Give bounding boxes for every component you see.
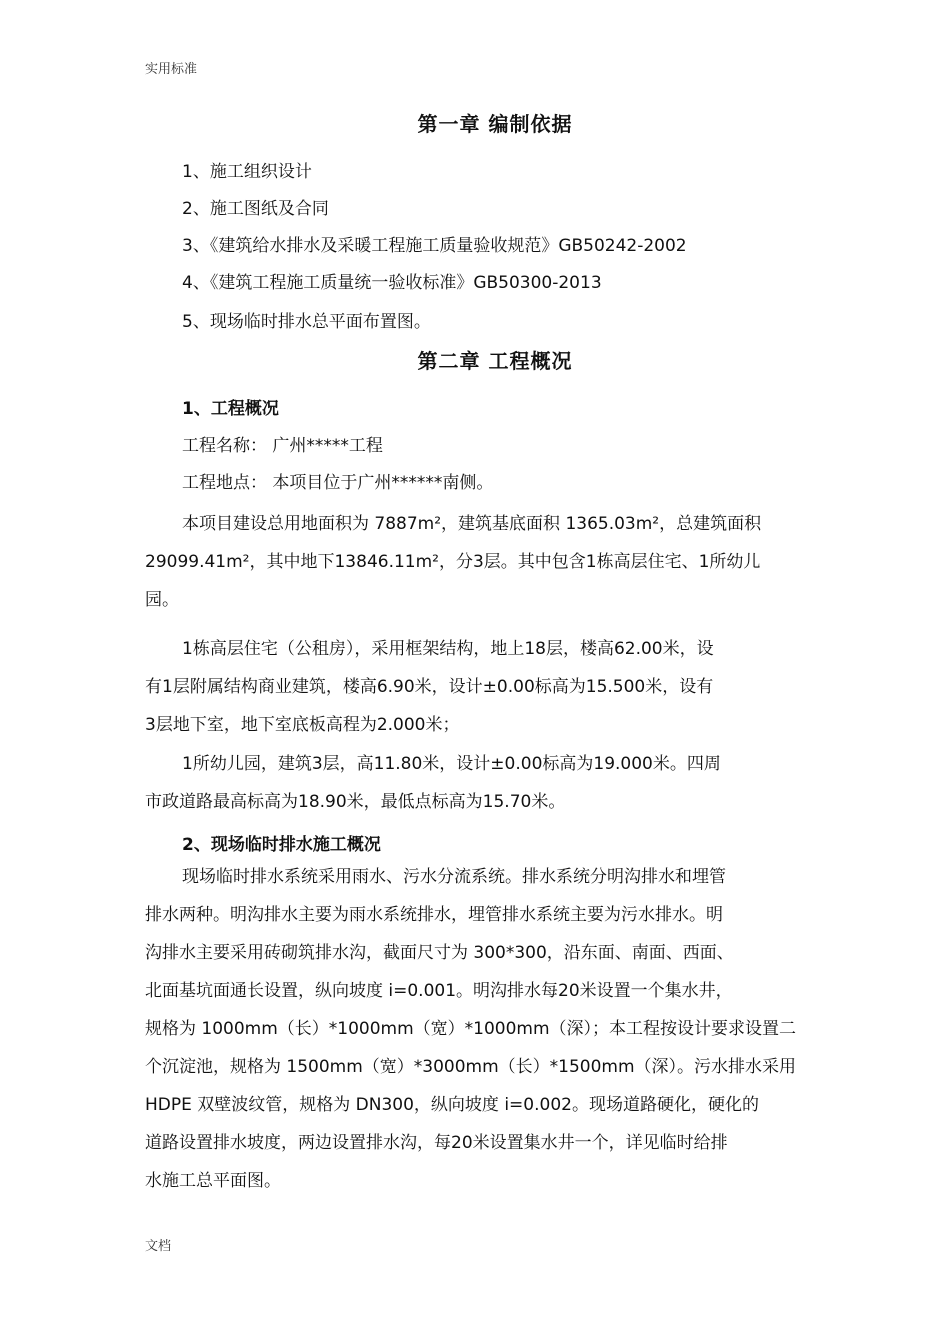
paragraph-line: 29099.41m²，其中地下13846.11m²，分3层。其中包含1栋高层住宅、1所幼儿 [145,552,761,572]
paragraph-line: 个沉淀池，规格为 1500mm（宽）*3000mm（长）*1500mm（深）。污水排水采用 [145,1057,797,1077]
paragraph-line: 1栋高层住宅（公租房），采用框架结构，地上18层，楼高62.00米，设 [182,639,714,659]
basis-item-3: 3、《建筑给水排水及采暖工程施工质量验收规范》GB50242-2002 [182,236,687,256]
paragraph-line: 园。 [145,590,179,610]
basis-item-1: 1、施工组织设计 [182,162,312,182]
overview-paragraph-1 [145,505,807,619]
project-location: 工程地点： 本项目位于广州******南侧。 [182,473,494,493]
paragraph-line: 道路设置排水坡度，两边设置排水沟，每20米设置集水井一个，详见临时给排 [145,1133,728,1153]
paragraph-line: 北面基坑面通长设置，纵向坡度 i=0.001。明沟排水每20米设置一个集水井， [145,981,733,1001]
paragraph-line: 市政道路最高标高为18.90米，最低点标高为15.70米。 [145,792,566,812]
project-name: 工程名称： 广州*****工程 [182,436,383,456]
page-header: 实用标准 [145,62,198,77]
overview-paragraph-2 [145,630,807,744]
basis-item-2: 2、施工图纸及合同 [182,199,329,219]
paragraph-line: 现场临时排水系统采用雨水、污水分流系统。排水系统分明沟排水和埋管 [182,867,726,887]
paragraph-line: 1所幼儿园，建筑3层，高11.80米，设计±0.00标高为19.000米。四周 [182,754,721,774]
paragraph-line: 规格为 1000mm（长）*1000mm（宽）*1000mm（深）；本工程按设计要求设置二 [145,1019,797,1039]
paragraph-line: 3层地下室，地下室底板高程为2.000米； [145,715,460,735]
paragraph-line: 沟排水主要采用砖砌筑排水沟，截面尺寸为 300*300，沿东面、南面、西面、 [145,943,734,963]
page-footer: 文档 [145,1239,172,1254]
paragraph-line: 有1层附属结构商业建筑，楼高6.90米，设计±0.00标高为15.500米，设有 [145,677,714,697]
basis-item-4: 4、《建筑工程施工质量统一验收标准》GB50300-2013 [182,273,602,293]
overview-paragraph-3 [145,745,807,821]
drainage-paragraph [145,858,807,1200]
paragraph-line: 排水两种。明沟排水主要为雨水系统排水，埋管排水系统主要为污水排水。明 [145,905,723,925]
paragraph-line: 水施工总平面图。 [145,1171,281,1191]
section2-heading: 2、现场临时排水施工概况 [182,835,381,855]
chapter2-title: 第二章 工程概况 [417,349,573,373]
paragraph-line: 本项目建设总用地面积为 7887m²，建筑基底面积 1365.03m²，总建筑面积 [182,514,762,534]
paragraph-line: HDPE 双壁波纹管，规格为 DN300，纵向坡度 i=0.002。现场道路硬化，硬化的 [145,1095,759,1115]
basis-item-5: 5、现场临时排水总平面布置图。 [182,312,431,332]
section1-heading: 1、工程概况 [182,399,279,419]
chapter1-title: 第一章 编制依据 [417,112,573,136]
